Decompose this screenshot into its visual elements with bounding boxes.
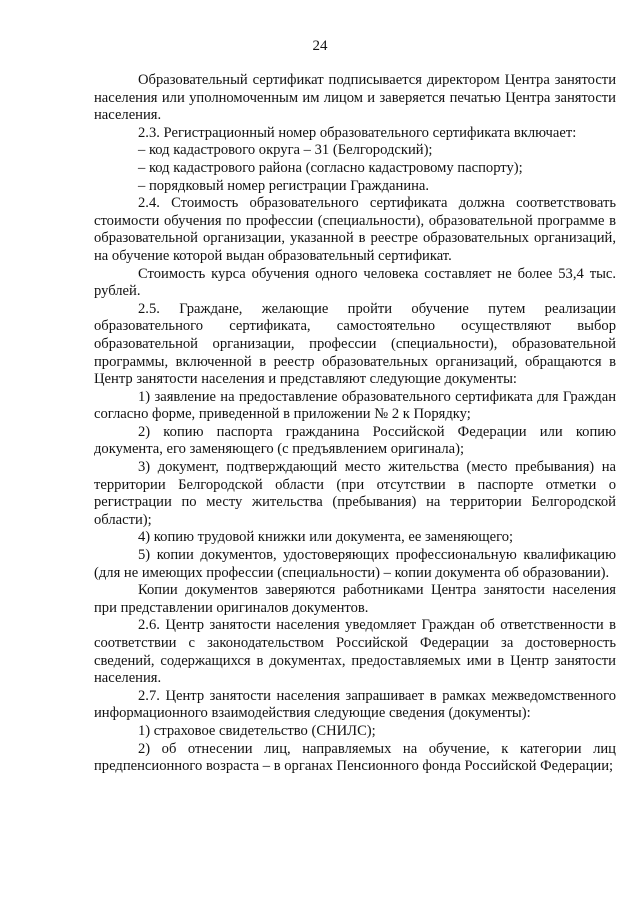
list-item-district-code: – код кадастрового округа – 31 (Белгородский); <box>138 142 433 159</box>
paragraph-2-7: 2.7. Центр занятости населения запрашивает в рамках межведомственного информационного взаимодействия следующие сведения (документы): <box>94 687 616 722</box>
list-item-employment-record: 4) копию трудовой книжки или документа, ее заменяющего; <box>138 529 514 546</box>
paragraph-copies-certification: Копии документов заверяются работниками Центра занятости населения при представлении оригиналов документов. <box>94 582 616 616</box>
list-item-snils: 1) страховое свидетельство (СНИЛС); <box>138 722 376 739</box>
paragraph-2-4: 2.4. Стоимость образовательного сертификата должна соответствовать стоимости обучения по профессии (специальности), образовательной программе в образовательной организации, указанной в реестре образовательных организаций, на обучение которой выдан образовательный сертификат. <box>94 195 616 264</box>
list-item-application: 1) заявление на предоставление образовательного сертификата для Граждан согласно форме, приведенной в приложении № 2 к Порядку; <box>94 388 616 423</box>
document-body <box>94 72 616 776</box>
list-item-registration-number: – порядковый номер регистрации Гражданина. <box>138 177 430 194</box>
paragraph-certificate-signing: Образовательный сертификат подписывается директором Центра занятости населения или уполномоченным им лицом и заверяется печатью Центра занятости населения. <box>94 72 616 124</box>
list-item-qualification-documents: 5) копии документов, удостоверяющих профессиональную квалификацию (для не имеющих профессии (специальности) – копии документа об образовании). <box>94 547 616 581</box>
paragraph-2-6: 2.6. Центр занятости населения уведомляет Граждан об ответственности в соответствии с законодательством Российской Федерации за достоверность сведений, содержащихся в документах, предоставляемых ими в Центр занятости населения. <box>94 617 616 687</box>
page-number: 24 <box>312 38 328 54</box>
paragraph-course-cost: Стоимость курса обучения одного человека составляет не более 53,4 тыс. рублей. <box>94 265 616 300</box>
list-item-residence-document: 3) документ, подтверждающий место жительства (место пребывания) на территории Белгородской области (при отсутствии в паспорте отметки о регистрации по месту жительства (пребывания) на территории Белгородской области); <box>94 459 616 528</box>
list-item-pre-pension: 2) об отнесении лиц, направляемых на обучение, к категории лиц предпенсионного возраста – в органах Пенсионного фонда Российской Федерации; <box>94 740 616 775</box>
paragraph-2-5: 2.5. Граждане, желающие пройти обучение путем реализации образовательного сертификата, самостоятельно осуществляют выбор образовательной организации, профессии (специальности), образовательной программы, включенной в реестр образовательных организаций, обращаются в Центр занятости населения и представляют следующие документы: <box>94 300 616 388</box>
list-item-region-code: – код кадастрового района (согласно кадастровому паспорту); <box>138 159 523 176</box>
list-item-passport-copy: 2) копию паспорта гражданина Российской Федерации или копию документа, его заменяющего (с предъявлением оригинала); <box>94 423 616 458</box>
paragraph-2-3-heading: 2.3. Регистрационный номер образовательного сертификата включает: <box>138 124 577 141</box>
